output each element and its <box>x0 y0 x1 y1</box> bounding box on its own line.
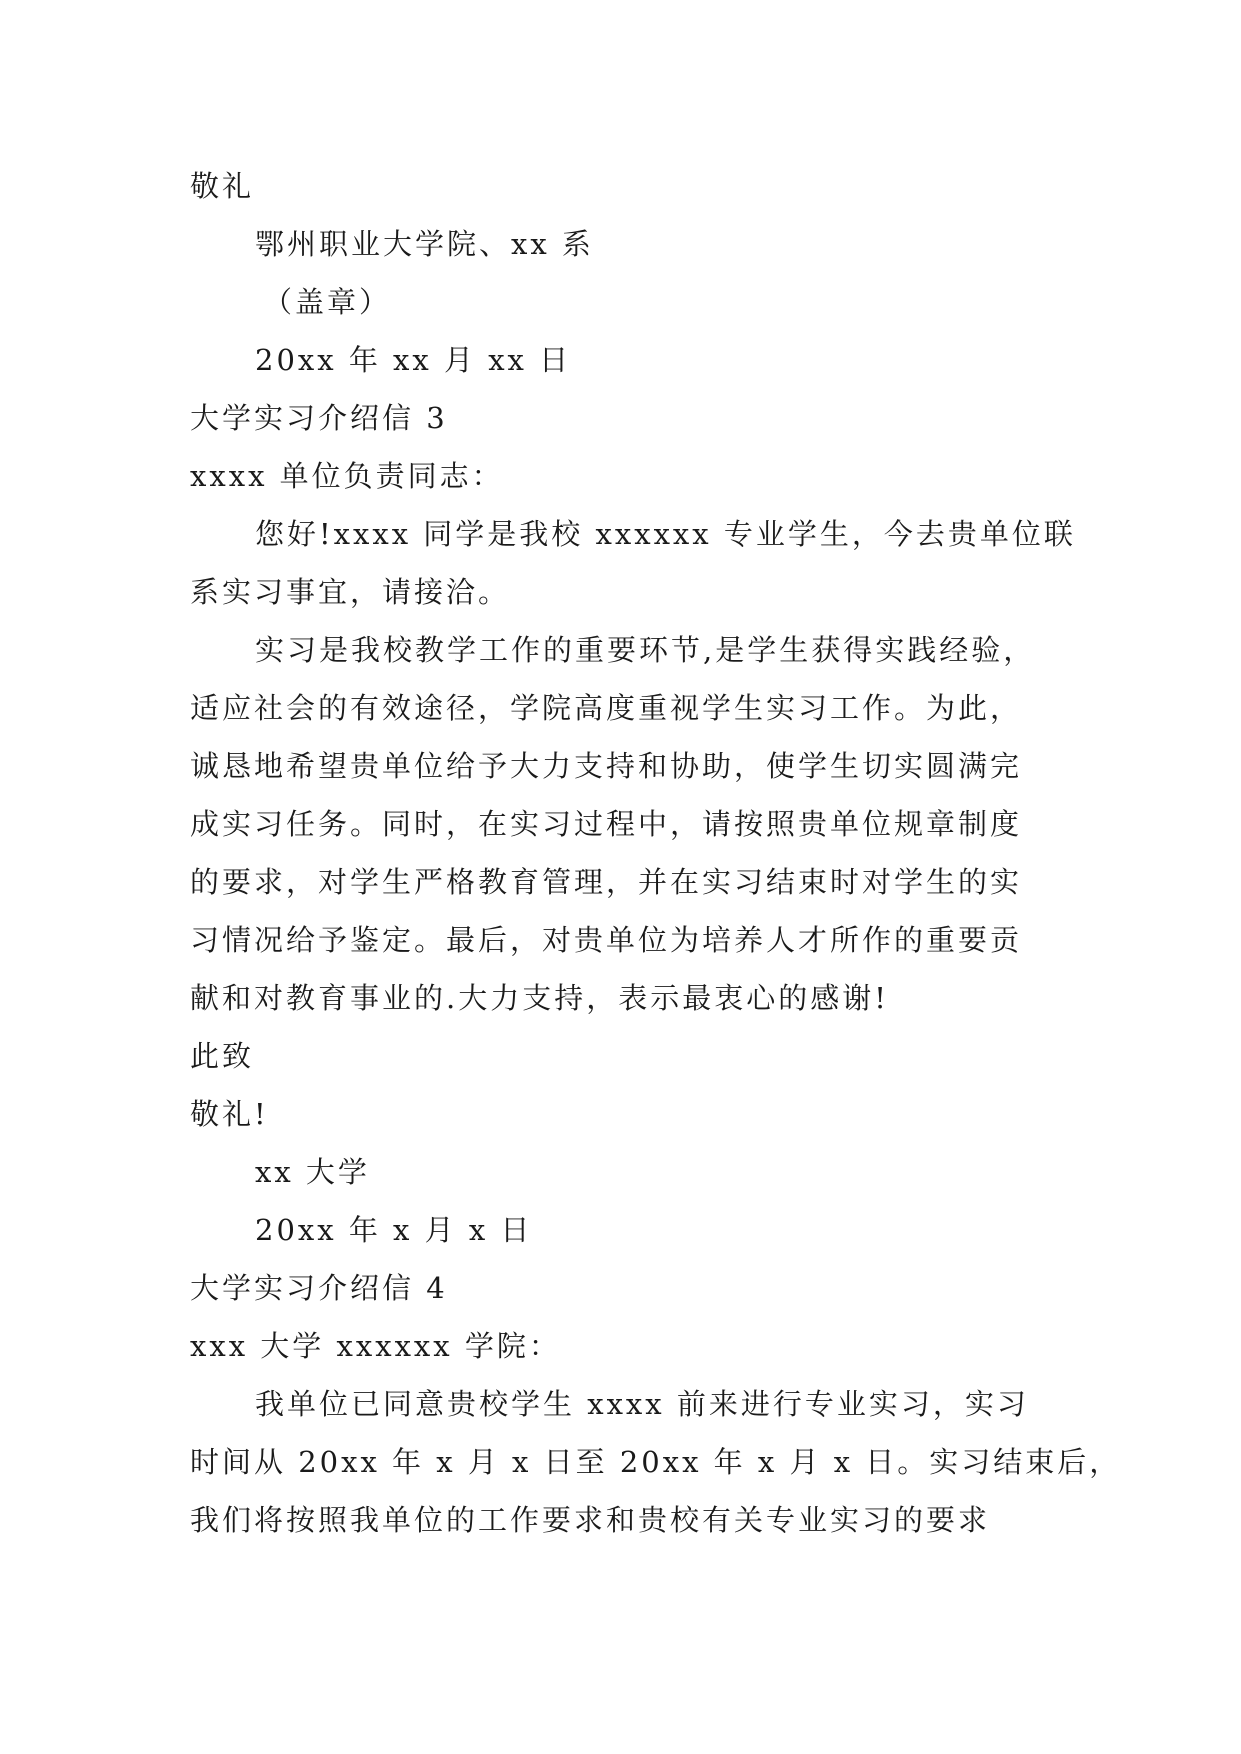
paragraph-line: 献和对教育事业的.大力支持，表示最衷心的感谢! <box>190 981 889 1015</box>
paragraph-line: 我单位已同意贵校学生 xxxx 前来进行专业实习，实习 <box>255 1387 1029 1421</box>
paragraph-line: 习情况给予鉴定。最后，对贵单位为培养人才所作的重要贡 <box>190 923 1023 957</box>
letter-title: 大学实习介绍信 3 <box>190 401 448 435</box>
stamp-note: （盖章） <box>263 285 392 319</box>
letter-date: 20xx 年 x 月 x 日 <box>255 1213 533 1247</box>
paragraph-line: 时间从 20xx 年 x 月 x 日至 20xx 年 x 月 x 日。实习结束后， <box>190 1445 1122 1479</box>
letter-title: 大学实习介绍信 4 <box>190 1271 448 1305</box>
paragraph-line: 系实习事宜，请接洽。 <box>190 575 511 609</box>
letter-date: 20xx 年 xx 月 xx 日 <box>255 343 572 377</box>
addressee: xxx 大学 xxxxxx 学院： <box>190 1329 561 1363</box>
paragraph-line: 的要求，对学生严格教育管理，并在实习结束时对学生的实 <box>190 865 1023 899</box>
addressee: xxxx 单位负责同志： <box>190 459 504 493</box>
sender-name: 鄂州职业大学院、xx 系 <box>255 227 594 261</box>
closing-phrase: 此致 <box>190 1039 255 1073</box>
paragraph-line: 诚恳地希望贵单位给予大力支持和协助，使学生切实圆满完 <box>190 749 1023 783</box>
salutation: 敬礼! <box>190 1097 269 1131</box>
paragraph-line: 您好!xxxx 同学是我校 xxxxxx 专业学生，今去贵单位联 <box>255 517 1076 551</box>
sender-name: xx 大学 <box>255 1155 370 1189</box>
paragraph-line: 适应社会的有效途径，学院高度重视学生实习工作。为此， <box>190 691 1023 725</box>
salutation: 敬礼 <box>190 169 255 203</box>
paragraph-line: 成实习任务。同时，在实习过程中，请按照贵单位规章制度 <box>190 807 1023 841</box>
paragraph-line: 实习是我校教学工作的重要环节,是学生获得实践经验， <box>255 633 1036 667</box>
paragraph-line: 我们将按照我单位的工作要求和贵校有关专业实习的要求 <box>190 1503 991 1537</box>
